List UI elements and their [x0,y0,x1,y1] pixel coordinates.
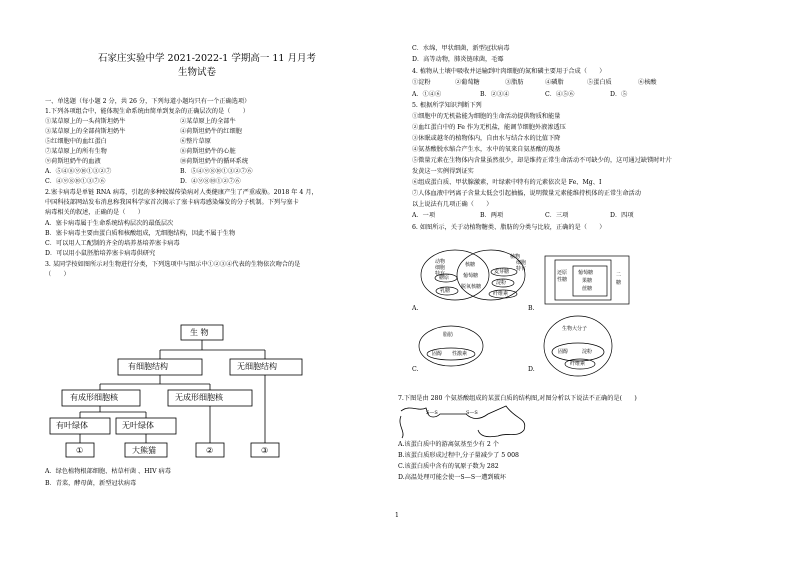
diagram-a-left-mid: 细胞 [435,265,446,271]
q1-item: ⑩荷斯坦奶牛的循环系统 [180,158,249,165]
q2-option-a: A．塞卡病毒属于生命系统结构层次的最低层次 [45,220,174,227]
diagram-a-center1: 核糖 [465,262,476,268]
diagram-acellular-label: 无细胞结构 [237,362,277,371]
q3-option-d: D．高等动物，肺炎链球菌，毛霉 [412,56,504,63]
q4-item: ⑥核酸 [638,79,657,86]
diagram-a-right-mid2: 特有 [516,266,527,272]
diagram-b-c1: 葡萄糖 [578,270,594,276]
q5-option-d: D．四项 [610,212,634,219]
q3-stem: 3. 某同学按如图所示对生物进行分类，下列选项中与图示中①②③④代表的生物依次吻合的是 [45,261,301,268]
diagram-chloroplast-label: 有叶绿体 [56,421,88,430]
q5-option-b: B．两项 [480,212,504,219]
diagram-a-center3: 脱氧核糖 [461,284,482,290]
q7-option-d: D.高温处理可能会使一S—S一遭到破坏 [398,474,506,481]
q5-item: ①细胞中的无机盐能为细胞的生命活动提供物质和能量 [412,113,561,120]
q1-item: ⑥整片草原 [180,138,211,145]
q6-stem: 6. 如图所示，关于动植物糖类、脂肪的分类与比较，正确的是（ ） [412,224,606,231]
q1-item: ②某草原上的全部牛 [180,118,236,125]
diagram-root-label: 生 物 [190,328,209,337]
q2-stem: 2.塞卡病毒是单链 RNA 病毒，引起的多种蚊媒传染病对人类健康产生了严重威胁。2018 年 4 月， [45,189,318,196]
q5-item: ⑥组成蛋白质、甲状腺激素，叶绿素中特有的元素依次是 Fe、Mg、I [412,179,602,186]
diagram-b-right1: 二 [616,272,622,278]
diagram-a-left-mid2: 特有 [435,271,446,277]
diagram-c-label: C. [412,366,419,373]
diagram-b-left1: 还原 [557,270,568,276]
q1-item: ⑦某草原上的所有生物 [45,148,107,155]
diagram-a-label: A. [412,305,419,312]
q1-option-d: D．④⑨⑧⑩①②⑦⑥ [180,178,241,185]
diagram-d-in3: 纤维素 [570,361,586,367]
diagram-d-outer-label: 生物大分子 [562,326,588,332]
q5-item: ⑦人体血液中钙离子含量太低会引起抽搐，说明微量元素能维持机体的正常生命活动 [412,190,641,197]
exam-subtitle: 生物试卷 [178,67,217,78]
q4-option-b: B．②③④ [480,91,510,98]
diagram-b-c2: 果糖 [582,278,593,284]
exam-title: 石家庄实验中学 2021-2022-1 学期高一 11 月月考 [98,53,316,64]
diagram-b-label: B. [528,305,535,312]
diagram-leaf-1-label: ① [76,446,84,455]
diagram-a-right-mid: 细胞 [516,260,527,266]
q4-item: ③脂肪 [505,79,524,86]
q3-option-c: C．水绵，甲状细菌，新型冠状病毒 [412,45,510,52]
q4-item: ②葡萄糖 [455,79,480,86]
diagram-c-in1: 固醇 [432,351,443,357]
q5-option-a: A．一项 [412,212,436,219]
q5-item: ③休眠或越冬的植物体内，自由水与结合水的比值下降 [412,135,561,142]
q2-stem: 病毒相关的叙述，正确的是（ ） [45,209,144,216]
diagram-b-left2: 性糖 [557,277,568,283]
q1-item: ⑧荷斯坦奶牛的心脏 [180,148,236,155]
q7-option-a: A.该蛋白质中的游离氨基至少有 2 个 [398,441,499,448]
q2-option-d: D．可以用小鼠胚胎培养塞卡病毒供研究 [45,250,156,257]
q4-option-c: C．④⑤⑥ [545,91,575,98]
diagram-no-nucleus-label: 无成形细胞核 [175,393,223,402]
diagram-d-outer [544,316,612,376]
diagram-d-in2: 淀粉 [582,349,593,355]
q3-option-a: A．绿色植物根部细胞、枯草杆菌 、HIV 病毒 [45,468,171,475]
diagram-b-right2: 糖 [616,280,622,286]
page-number: 1 [395,512,399,519]
diagram-a-right-top: 植物 [510,254,521,260]
q1-item: ①某草原上的一头荷斯坦奶牛 [45,118,126,125]
q1-item: ⑤红细胞中的血红蛋白 [45,138,107,145]
diagram-a-in-left1: 糖原 [439,275,450,281]
diagram-d-in1: 固醇 [558,349,569,355]
diagram-c-in2: 性激素 [452,351,468,357]
diagram-a-center2: 葡萄糖 [463,273,479,279]
q7-stem: 7.下图是由 280 个氨基酸组成的某蛋白质的结构图,对图分析以下说法不正确的是( ) [398,395,637,402]
q4-item: ①淀粉 [412,79,431,86]
q5-item: 发黄这一实例得到证实 [412,168,474,175]
q2-option-b: B．塞卡病毒主要由蛋白质和核酸组成，无细胞结构，因此不属于生物 [45,230,236,237]
q5-stem: 5. 根据所学知识判断下列 [412,102,482,109]
q4-option-a: A．①④⑥ [412,91,442,98]
diagram-leaf-3-label: ③ [261,446,269,455]
diagram-cellular-label: 有细胞结构 [128,362,168,371]
q2-stem: 中国科技部网站发布消息称我国科学家首次揭示了塞卡病毒感染爆发的分子机制。下列与塞卡 [45,199,299,206]
q1-option-b: B．⑤④⑨⑧⑩①③②⑦⑥ [180,168,253,175]
q1-item: ④荷斯坦奶牛的红细胞 [180,128,242,135]
q5-item: ⑤微量元素在生物体内含量虽然很少，却是维持正常生命活动不可缺少的，这可通过缺镁时叶片 [412,157,672,164]
q7-option-c: C.该蛋白质中含有的氧原子数为 282 [398,463,499,470]
diagram-d-label: D. [528,366,535,373]
disulfide-bond-1: S—S [426,410,438,416]
q4-item: ⑤蛋白质 [587,79,612,86]
q1-option-a: A．⑤④⑧⑨⑩①③②⑦ [45,168,112,175]
disulfide-bond-2: S—S [466,410,478,416]
q1-option-c: C．④⑨⑧⑩①③⑦⑥ [45,178,106,185]
q4-stem: 4. 植物从土壤中吸收并运输到叶肉细胞的氮和磷主要用于合成（ ） [412,68,606,75]
q4-item: ④磷脂 [545,79,564,86]
q1-stem: 1.下列各项组合中，能体现生命系统由简单到复杂的正确层次的是（ ） [45,108,249,115]
diagram-a-in-right2: 淀粉 [496,280,507,286]
q5-item: ④氨基酸脱水缩合产生水，水中的氧来自氨基酸的羧基 [412,146,561,153]
q7-option-b: B.该蛋白质形成过程中,分子量减少了 5 008 [398,452,519,459]
q3-option-b: B．青菜，酵母菌，新型冠状病毒 [45,480,137,487]
diagram-a-in-right1: 麦芽糖 [494,269,510,275]
q1-item: ⑨荷斯坦奶牛的血液 [45,158,101,165]
q1-item: ③某草原上的全部荷斯坦奶牛 [45,128,126,135]
diagram-no-chloroplast-label: 无叶绿体 [122,421,154,430]
q3-stem: （ ） [45,271,70,278]
diagram-nucleus-label: 有成形细胞核 [70,393,118,402]
diagram-c-outer-label: 脂肪 [443,332,454,338]
q4-option-d: D．⑤ [610,91,628,98]
q2-option-c: C．可以用人工配制的齐全的培养基培养塞卡病毒 [45,240,180,247]
diagram-a-in-right3: 纤维素 [493,291,509,297]
diagram-leaf-2-label: ② [206,446,214,455]
diagram-a-left-ellipse [421,250,489,300]
q5-item: ②血红蛋白中的 Fe 作为无机盐，能调节细胞外液渗透压 [412,124,566,131]
q5-option-c: C．三项 [545,212,569,219]
diagram-b-c3: 蔗糖 [582,286,593,292]
diagram-a-in-left2: 乳糖 [440,288,451,294]
diagram-a-left-top: 动物 [435,259,446,265]
section-heading: 一、单选题（每小题 2 分，共 26 分，下列每道小题均只有一个正确选项） [45,98,251,105]
diagram-panda-label: 大熊猫 [132,446,156,455]
q5-item: 以上说法有几项正确（ ） [412,201,493,208]
